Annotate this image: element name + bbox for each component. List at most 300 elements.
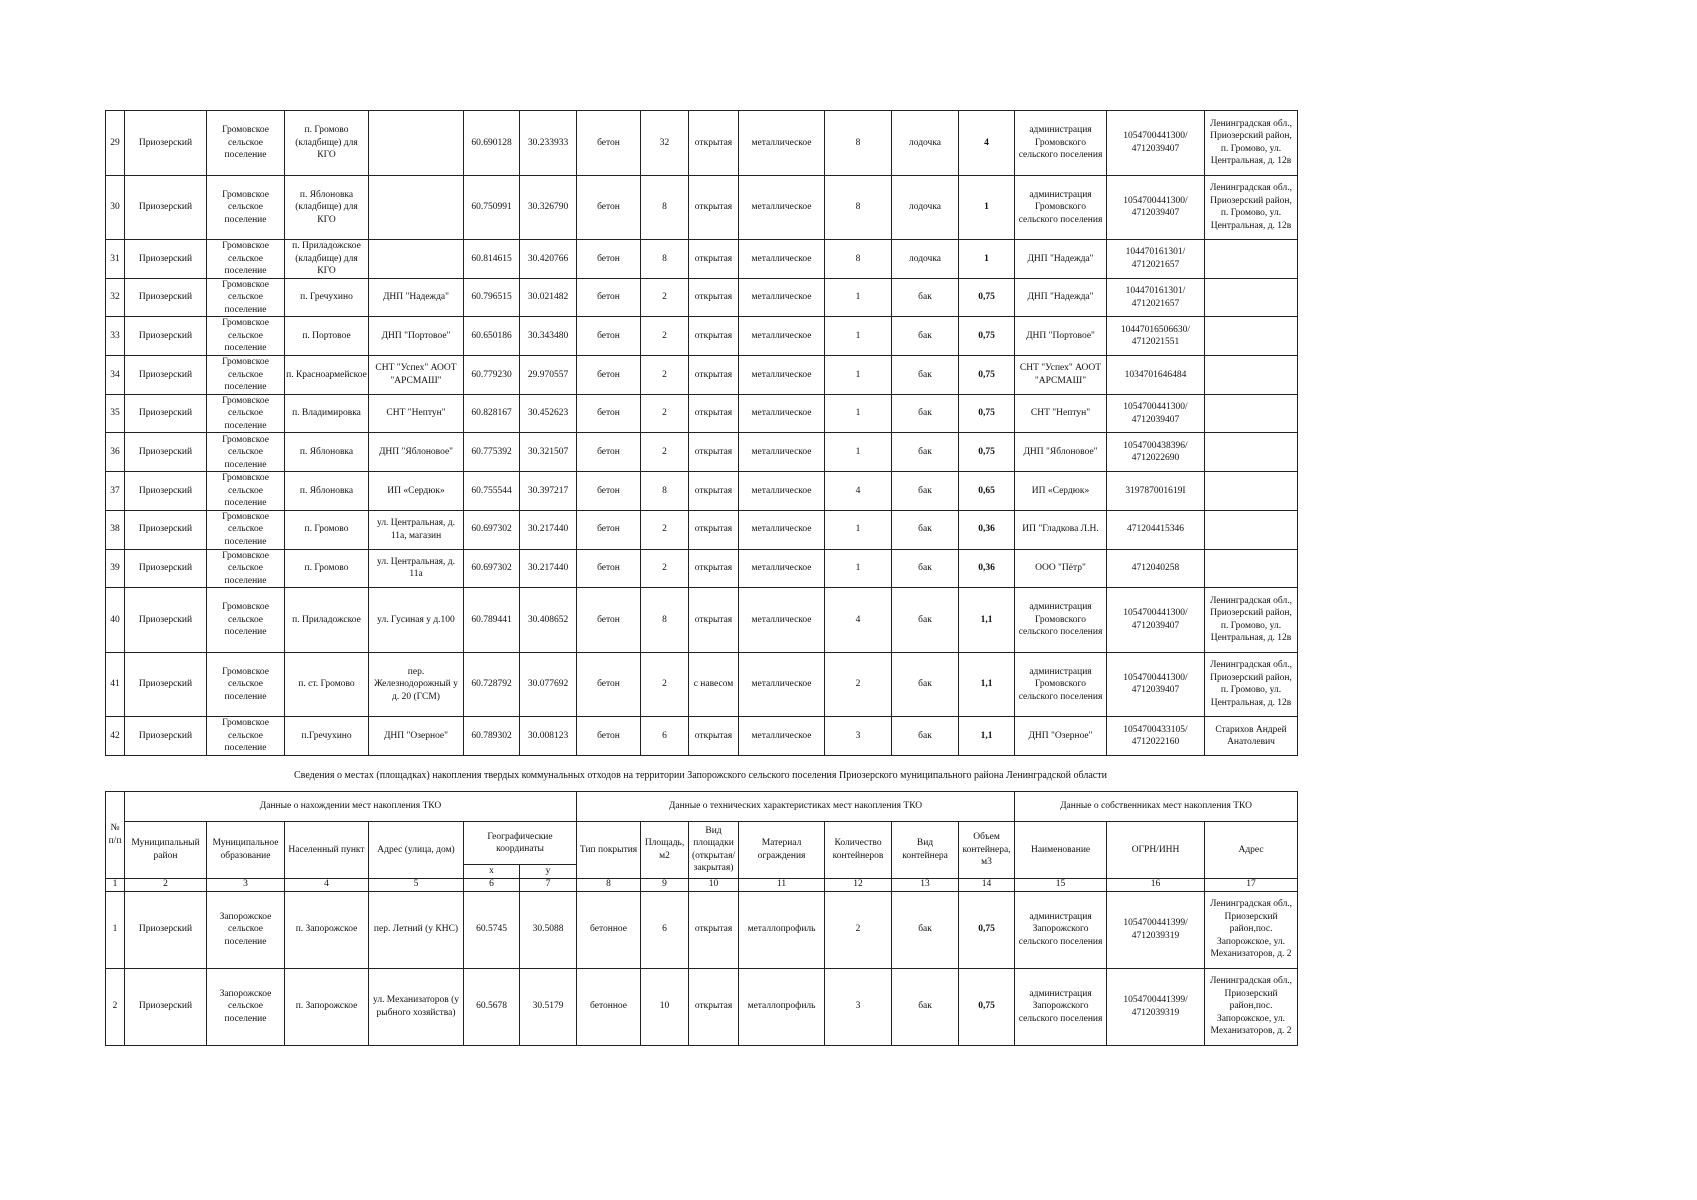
settlement-cell: п. Приладожское <box>285 588 369 653</box>
fence-cell: металлическое <box>739 588 825 653</box>
owner-name-cell: ДНП "Надежда" <box>1015 278 1107 317</box>
settlement-cell: п. Яблоновка (кладбище) для КГО <box>285 175 369 240</box>
ogrn-cell: 1054700438396/ 4712022690 <box>1107 433 1205 472</box>
site-type-cell: открытая <box>689 510 739 549</box>
column-number: 17 <box>1205 878 1298 891</box>
district-cell: Приозерский <box>125 175 207 240</box>
municipality-cell: Громовское сельское поселение <box>207 394 285 433</box>
settlement-cell: п. Приладожское (кладбище) для КГО <box>285 240 369 279</box>
container-count-cell: 1 <box>825 356 892 395</box>
table-row <box>106 472 1298 511</box>
y-coord-cell: 30.077692 <box>520 652 577 717</box>
container-count-cell: 8 <box>825 175 892 240</box>
column-number: 13 <box>892 878 959 891</box>
container-type-cell: бак <box>892 588 959 653</box>
cover-cell: бетон <box>577 717 641 756</box>
container-count-cell: 4 <box>825 588 892 653</box>
table-row <box>106 652 1298 717</box>
settlement-cell: п. ст. Громово <box>285 652 369 717</box>
table-caption: Сведения о местах (площадках) накопления твердых коммунальных отходов на территории Запорожского сельского поселения Приозерского муниципального района Ленинградской области <box>294 770 1107 781</box>
district-cell: Приозерский <box>125 278 207 317</box>
container-count-cell: 1 <box>825 433 892 472</box>
y-coord-cell: 30.408652 <box>520 588 577 653</box>
owner-name-cell: администрация Громовского сельского поселения <box>1015 111 1107 176</box>
cover-cell: бетон <box>577 394 641 433</box>
address-cell: ул. Центральная, д. 11а, магазин <box>369 510 464 549</box>
y-coord-cell: 30.420766 <box>520 240 577 279</box>
site-type-cell: открытая <box>689 111 739 176</box>
site-type-cell: открытая <box>689 240 739 279</box>
owner-address-cell <box>1205 394 1298 433</box>
table-gromovskoe-body <box>106 111 1298 756</box>
y-coord-cell: 30.321507 <box>520 433 577 472</box>
x-coord-cell: 60.697302 <box>464 549 520 588</box>
header-municipality: Муниципальное образование <box>207 822 285 879</box>
district-cell: Приозерский <box>125 111 207 176</box>
settlement-cell: п. Красноармейское <box>285 356 369 395</box>
owner-address-cell <box>1205 549 1298 588</box>
volume-cell: 0,75 <box>959 433 1015 472</box>
column-number: 15 <box>1015 878 1107 891</box>
x-coord-cell: 60.697302 <box>464 510 520 549</box>
district-cell: Приозерский <box>125 510 207 549</box>
column-number: 2 <box>125 878 207 891</box>
row-number: 39 <box>106 549 125 588</box>
area-cell: 8 <box>641 240 689 279</box>
container-type-cell: лодочка <box>892 111 959 176</box>
ogrn-cell: 10447016506630/ 4712021551 <box>1107 317 1205 356</box>
container-type-cell: бак <box>892 317 959 356</box>
owner-name-cell: ДНП "Портовое" <box>1015 317 1107 356</box>
municipality-cell: Громовское сельское поселение <box>207 472 285 511</box>
address-cell: ул. Механизаторов (у рыбного хозяйства) <box>369 968 464 1045</box>
ogrn-cell: 1054700441300/ 4712039407 <box>1107 588 1205 653</box>
address-cell: ДНП "Надежда" <box>369 278 464 317</box>
address-cell: пер. Летний (у КНС) <box>369 891 464 968</box>
container-count-cell: 1 <box>825 394 892 433</box>
header-area: Площадь, м2 <box>641 822 689 879</box>
container-count-cell: 8 <box>825 111 892 176</box>
cover-cell: бетон <box>577 356 641 395</box>
district-cell: Приозерский <box>125 472 207 511</box>
owner-address-cell: Старихов Андрей Анатолевич <box>1205 717 1298 756</box>
fence-cell: металлопрофиль <box>739 968 825 1045</box>
header-owner-address: Адрес <box>1205 822 1298 879</box>
district-cell: Приозерский <box>125 549 207 588</box>
owner-address-cell: Ленинградская обл., Приозерский район, п. Громово, ул. Центральная, д. 12в <box>1205 175 1298 240</box>
header-container: Вид контейнера <box>892 822 959 879</box>
column-number: 11 <box>739 878 825 891</box>
owner-address-cell: Ленинградская обл., Приозерский район, п. Громово, ул. Центральная, д. 12в <box>1205 652 1298 717</box>
settlement-cell: п. Громово (кладбище) для КГО <box>285 111 369 176</box>
area-cell: 8 <box>641 588 689 653</box>
address-cell: СНТ "Нептун" <box>369 394 464 433</box>
container-type-cell: бак <box>892 510 959 549</box>
fence-cell: металлическое <box>739 472 825 511</box>
ogrn-cell: 471204415346 <box>1107 510 1205 549</box>
header-fence: Материал ограждения <box>739 822 825 879</box>
address-cell: ул. Центральная, д. 11а <box>369 549 464 588</box>
volume-cell: 1,1 <box>959 588 1015 653</box>
volume-cell: 0,75 <box>959 278 1015 317</box>
district-cell: Приозерский <box>125 968 207 1045</box>
municipality-cell: Громовское сельское поселение <box>207 111 285 176</box>
table-zaporozhskoe <box>105 791 1298 1046</box>
area-cell: 8 <box>641 175 689 240</box>
settlement-cell: п. Громово <box>285 510 369 549</box>
municipality-cell: Громовское сельское поселение <box>207 652 285 717</box>
container-count-cell: 3 <box>825 968 892 1045</box>
table-row <box>106 510 1298 549</box>
volume-cell: 0,36 <box>959 549 1015 588</box>
fence-cell: металлическое <box>739 317 825 356</box>
owner-name-cell: ООО "Пётр" <box>1015 549 1107 588</box>
x-coord-cell: 60.796515 <box>464 278 520 317</box>
settlement-cell: п. Запорожское <box>285 891 369 968</box>
header-y: y <box>520 865 577 879</box>
ogrn-cell: 1034701646484 <box>1107 356 1205 395</box>
district-cell: Приозерский <box>125 891 207 968</box>
table-row <box>106 891 1298 968</box>
area-cell: 2 <box>641 278 689 317</box>
address-cell <box>369 240 464 279</box>
owner-address-cell <box>1205 433 1298 472</box>
container-type-cell: бак <box>892 717 959 756</box>
ogrn-cell: 1054700441300/ 4712039407 <box>1107 652 1205 717</box>
owner-address-cell <box>1205 278 1298 317</box>
area-cell: 32 <box>641 111 689 176</box>
volume-cell: 0,75 <box>959 968 1015 1045</box>
owner-name-cell: ИП "Гладкова Л.Н. <box>1015 510 1107 549</box>
y-coord-cell: 30.008123 <box>520 717 577 756</box>
container-type-cell: бак <box>892 891 959 968</box>
container-type-cell: бак <box>892 433 959 472</box>
table-row <box>106 394 1298 433</box>
y-coord-cell: 30.5179 <box>520 968 577 1045</box>
cover-cell: бетон <box>577 472 641 511</box>
cover-cell: бетон <box>577 317 641 356</box>
table-zaporozhskoe-body <box>106 891 1298 1045</box>
address-cell: ИП «Сердюк» <box>369 472 464 511</box>
ogrn-cell: 1054700441300/ 4712039407 <box>1107 394 1205 433</box>
address-cell <box>369 111 464 176</box>
row-number: 29 <box>106 111 125 176</box>
site-type-cell: с навесом <box>689 652 739 717</box>
area-cell: 2 <box>641 652 689 717</box>
row-number: 37 <box>106 472 125 511</box>
row-number: 2 <box>106 968 125 1045</box>
row-number: 31 <box>106 240 125 279</box>
x-coord-cell: 60.789302 <box>464 717 520 756</box>
address-cell: ДНП "Портовое" <box>369 317 464 356</box>
x-coord-cell: 60.750991 <box>464 175 520 240</box>
ogrn-cell: 1054700433105/ 4712022160 <box>1107 717 1205 756</box>
y-coord-cell: 30.233933 <box>520 111 577 176</box>
x-coord-cell: 60.5745 <box>464 891 520 968</box>
volume-cell: 0,75 <box>959 317 1015 356</box>
row-number: 35 <box>106 394 125 433</box>
cover-cell: бетон <box>577 510 641 549</box>
address-cell: пер. Железнодорожный у д. 20 (ГСМ) <box>369 652 464 717</box>
site-type-cell: открытая <box>689 891 739 968</box>
column-number: 7 <box>520 878 577 891</box>
owner-address-cell <box>1205 317 1298 356</box>
district-cell: Приозерский <box>125 588 207 653</box>
site-type-cell: открытая <box>689 549 739 588</box>
district-cell: Приозерский <box>125 240 207 279</box>
settlement-cell: п. Запорожское <box>285 968 369 1045</box>
ogrn-cell: 4712040258 <box>1107 549 1205 588</box>
municipality-cell: Громовское сельское поселение <box>207 717 285 756</box>
fence-cell: металлическое <box>739 175 825 240</box>
area-cell: 2 <box>641 317 689 356</box>
container-type-cell: бак <box>892 968 959 1045</box>
table-row <box>106 278 1298 317</box>
site-type-cell: открытая <box>689 717 739 756</box>
table-row <box>106 111 1298 176</box>
volume-cell: 0,75 <box>959 394 1015 433</box>
row-number: 40 <box>106 588 125 653</box>
y-coord-cell: 30.5088 <box>520 891 577 968</box>
volume-cell: 0,65 <box>959 472 1015 511</box>
fence-cell: металлическое <box>739 356 825 395</box>
x-coord-cell: 60.728792 <box>464 652 520 717</box>
site-type-cell: открытая <box>689 433 739 472</box>
header-settlement: Населенный пункт <box>285 822 369 879</box>
container-count-cell: 8 <box>825 240 892 279</box>
volume-cell: 0,75 <box>959 891 1015 968</box>
owner-name-cell: ДНП "Яблоновое" <box>1015 433 1107 472</box>
x-coord-cell: 60.650186 <box>464 317 520 356</box>
container-count-cell: 1 <box>825 510 892 549</box>
x-coord-cell: 60.789441 <box>464 588 520 653</box>
row-number: 34 <box>106 356 125 395</box>
fence-cell: металлическое <box>739 433 825 472</box>
y-coord-cell: 29.970557 <box>520 356 577 395</box>
ogrn-cell: 104470161301/ 4712021657 <box>1107 278 1205 317</box>
fence-cell: металлическое <box>739 652 825 717</box>
area-cell: 6 <box>641 717 689 756</box>
row-number: 38 <box>106 510 125 549</box>
area-cell: 8 <box>641 472 689 511</box>
district-cell: Приозерский <box>125 394 207 433</box>
header-volume: Объем контейнера, м3 <box>959 822 1015 879</box>
settlement-cell: п. Портовое <box>285 317 369 356</box>
area-cell: 2 <box>641 549 689 588</box>
y-coord-cell: 30.397217 <box>520 472 577 511</box>
y-coord-cell: 30.217440 <box>520 510 577 549</box>
row-number: 30 <box>106 175 125 240</box>
header-group-tech: Данные о технических характеристиках мест накопления ТКО <box>577 792 1015 822</box>
municipality-cell: Громовское сельское поселение <box>207 317 285 356</box>
cover-cell: бетон <box>577 111 641 176</box>
site-type-cell: открытая <box>689 968 739 1045</box>
owner-name-cell: ДНП "Озерное" <box>1015 717 1107 756</box>
district-cell: Приозерский <box>125 356 207 395</box>
fence-cell: металлическое <box>739 394 825 433</box>
municipality-cell: Громовское сельское поселение <box>207 588 285 653</box>
fence-cell: металлическое <box>739 240 825 279</box>
site-type-cell: открытая <box>689 588 739 653</box>
municipality-cell: Громовское сельское поселение <box>207 433 285 472</box>
cover-cell: бетонное <box>577 891 641 968</box>
district-cell: Приозерский <box>125 317 207 356</box>
fence-cell: металлопрофиль <box>739 891 825 968</box>
column-number: 16 <box>1107 878 1205 891</box>
volume-cell: 1,1 <box>959 717 1015 756</box>
owner-address-cell: Ленинградская обл., Приозерский район,пос. Запорожское, ул. Механизаторов, д. 2 <box>1205 968 1298 1045</box>
fence-cell: металлическое <box>739 549 825 588</box>
container-type-cell: бак <box>892 356 959 395</box>
municipality-cell: Запорожское сельское поселение <box>207 891 285 968</box>
settlement-cell: п. Владимировка <box>285 394 369 433</box>
owner-name-cell: администрация Громовского сельского поселения <box>1015 175 1107 240</box>
y-coord-cell: 30.217440 <box>520 549 577 588</box>
address-cell: ул. Гусиная у д.100 <box>369 588 464 653</box>
ogrn-cell: 1054700441300/ 4712039407 <box>1107 175 1205 240</box>
container-count-cell: 1 <box>825 317 892 356</box>
column-number: 14 <box>959 878 1015 891</box>
container-type-cell: лодочка <box>892 175 959 240</box>
column-number: 6 <box>464 878 520 891</box>
row-number: 41 <box>106 652 125 717</box>
table-row <box>106 549 1298 588</box>
ogrn-cell: 1054700441399/ 4712039319 <box>1107 968 1205 1045</box>
row-number: 33 <box>106 317 125 356</box>
table-row <box>106 433 1298 472</box>
header-type: Вид площадки (открытая/ закрытая) <box>689 822 739 879</box>
settlement-cell: п. Громово <box>285 549 369 588</box>
owner-address-cell: Ленинградская обл., Приозерский район, п. Громово, ул. Центральная, д. 12в <box>1205 111 1298 176</box>
area-cell: 10 <box>641 968 689 1045</box>
cover-cell: бетон <box>577 588 641 653</box>
header-owner: Наименование <box>1015 822 1107 879</box>
x-coord-cell: 60.5678 <box>464 968 520 1045</box>
header-num: № п/п <box>106 792 125 879</box>
volume-cell: 0,75 <box>959 356 1015 395</box>
cover-cell: бетонное <box>577 968 641 1045</box>
row-number: 42 <box>106 717 125 756</box>
district-cell: Приозерский <box>125 652 207 717</box>
table-row <box>106 175 1298 240</box>
fence-cell: металлическое <box>739 111 825 176</box>
site-type-cell: открытая <box>689 175 739 240</box>
site-type-cell: открытая <box>689 472 739 511</box>
fence-cell: металлическое <box>739 278 825 317</box>
owner-address-cell <box>1205 356 1298 395</box>
container-count-cell: 2 <box>825 652 892 717</box>
container-count-cell: 3 <box>825 717 892 756</box>
settlement-cell: п. Яблоновка <box>285 472 369 511</box>
owner-address-cell <box>1205 472 1298 511</box>
y-coord-cell: 30.326790 <box>520 175 577 240</box>
volume-cell: 4 <box>959 111 1015 176</box>
municipality-cell: Громовское сельское поселение <box>207 175 285 240</box>
volume-cell: 1 <box>959 240 1015 279</box>
municipality-cell: Громовское сельское поселение <box>207 356 285 395</box>
cover-cell: бетон <box>577 652 641 717</box>
fence-cell: металлическое <box>739 510 825 549</box>
site-type-cell: открытая <box>689 317 739 356</box>
header-x: x <box>464 865 520 879</box>
container-count-cell: 1 <box>825 549 892 588</box>
header-address: Адрес (улица, дом) <box>369 822 464 879</box>
owner-address-cell <box>1205 240 1298 279</box>
area-cell: 2 <box>641 433 689 472</box>
container-count-cell: 2 <box>825 891 892 968</box>
container-type-cell: бак <box>892 472 959 511</box>
owner-name-cell: администрация Громовского сельского поселения <box>1015 588 1107 653</box>
container-type-cell: бак <box>892 394 959 433</box>
area-cell: 6 <box>641 891 689 968</box>
owner-name-cell: СНТ "Нептун" <box>1015 394 1107 433</box>
x-coord-cell: 60.814615 <box>464 240 520 279</box>
fence-cell: металлическое <box>739 717 825 756</box>
y-coord-cell: 30.021482 <box>520 278 577 317</box>
ogrn-cell: 104470161301/ 4712021657 <box>1107 240 1205 279</box>
table-row <box>106 240 1298 279</box>
district-cell: Приозерский <box>125 433 207 472</box>
owner-address-cell <box>1205 510 1298 549</box>
container-type-cell: бак <box>892 549 959 588</box>
cover-cell: бетон <box>577 549 641 588</box>
row-number: 36 <box>106 433 125 472</box>
header-district: Муниципальный район <box>125 822 207 879</box>
table-row <box>106 717 1298 756</box>
municipality-cell: Запорожское сельское поселение <box>207 968 285 1045</box>
header-ogrn: ОГРН/ИНН <box>1107 822 1205 879</box>
municipality-cell: Громовское сельское поселение <box>207 278 285 317</box>
ogrn-cell: 1054700441399/ 4712039319 <box>1107 891 1205 968</box>
cover-cell: бетон <box>577 278 641 317</box>
table-row <box>106 317 1298 356</box>
column-number: 10 <box>689 878 739 891</box>
owner-name-cell: ДНП "Надежда" <box>1015 240 1107 279</box>
owner-name-cell: администрация Громовского сельского поселения <box>1015 652 1107 717</box>
x-coord-cell: 60.775392 <box>464 433 520 472</box>
settlement-cell: п.Гречухино <box>285 717 369 756</box>
cover-cell: бетон <box>577 433 641 472</box>
table-zaporozhskoe-header <box>106 792 1298 892</box>
municipality-cell: Громовское сельское поселение <box>207 549 285 588</box>
cover-cell: бетон <box>577 175 641 240</box>
municipality-cell: Громовское сельское поселение <box>207 240 285 279</box>
column-number: 3 <box>207 878 285 891</box>
owner-address-cell: Ленинградская обл., Приозерский район, п. Громово, ул. Центральная, д. 12в <box>1205 588 1298 653</box>
site-type-cell: открытая <box>689 394 739 433</box>
column-number: 4 <box>285 878 369 891</box>
header-group-owner: Данные о собственниках мест накопления ТКО <box>1015 792 1298 822</box>
district-cell: Приозерский <box>125 717 207 756</box>
container-count-cell: 1 <box>825 278 892 317</box>
area-cell: 2 <box>641 356 689 395</box>
owner-address-cell: Ленинградская обл., Приозерский район,пос. Запорожское, ул. Механизаторов, д. 2 <box>1205 891 1298 968</box>
header-cover: Тип покрытия <box>577 822 641 879</box>
x-coord-cell: 60.828167 <box>464 394 520 433</box>
municipality-cell: Громовское сельское поселение <box>207 510 285 549</box>
column-number: 5 <box>369 878 464 891</box>
column-numbers-row <box>106 878 1298 891</box>
container-type-cell: бак <box>892 652 959 717</box>
header-group-location: Данные о нахождении мест накопления ТКО <box>125 792 577 822</box>
address-cell: ДНП "Яблоновое" <box>369 433 464 472</box>
column-number: 9 <box>641 878 689 891</box>
owner-name-cell: ИП «Сердюк» <box>1015 472 1107 511</box>
address-cell <box>369 175 464 240</box>
ogrn-cell: 319787001619I <box>1107 472 1205 511</box>
column-number: 1 <box>106 878 125 891</box>
owner-name-cell: администрация Запорожского сельского поселения <box>1015 968 1107 1045</box>
